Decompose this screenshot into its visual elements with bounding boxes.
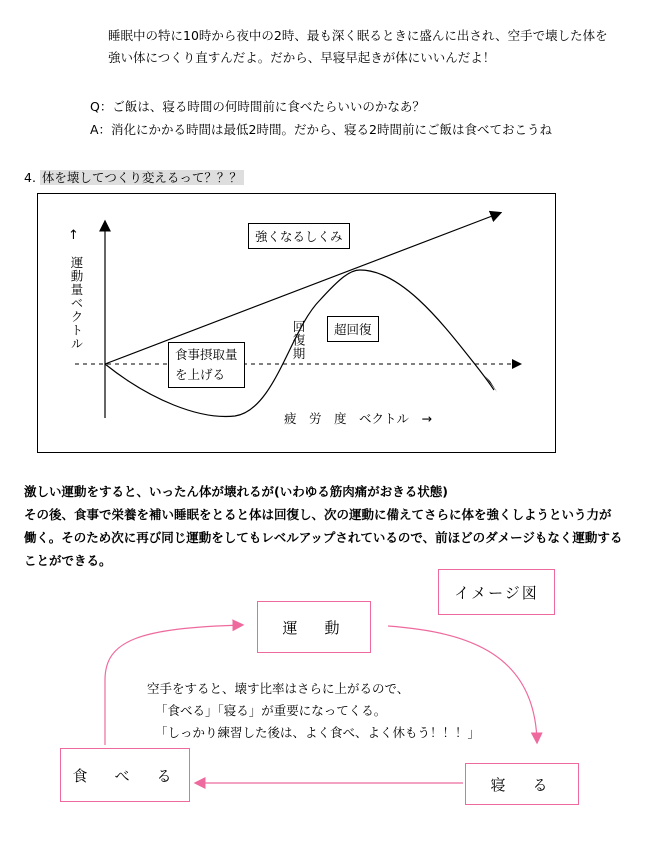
section-number: 4. bbox=[24, 170, 36, 185]
body-line-3: 働く。そのため次に再び同じ運動をしてもレベルアップされているので、前ほどのダメージもなく運動する bbox=[24, 530, 623, 545]
question-text: Q：ご飯は、寝る時間の何時間前に食べたらいいのかなあ？ bbox=[90, 99, 425, 114]
chart-food-box bbox=[168, 342, 245, 388]
cycle-eat-box: 食 べ る bbox=[60, 748, 190, 802]
body-line-2: その後、食事で栄養を補い睡眠をとると体は回復し、次の運動に備えてさらに体を強くしようという力が bbox=[24, 507, 612, 522]
chart-y-arrow: ↑ bbox=[68, 228, 79, 243]
chart-x-label: 疲 労 度 ベクトル → bbox=[284, 411, 432, 426]
chart-recovery-label: 回復期 bbox=[291, 320, 306, 361]
chart-curve-end-marker bbox=[485, 376, 497, 392]
chart-super-recovery-box: 超回復 bbox=[327, 316, 379, 342]
image-figure-label: イメージ図 bbox=[438, 569, 555, 615]
cycle-note-line-3: 「しっかり練習した後は、よく食べ、よく休もう！！！」 bbox=[155, 725, 481, 740]
cycle-sleep-box: 寝 る bbox=[465, 763, 579, 805]
intro-line-2: 強い体につくり直すんだよ。だから、早寝早起きが体にいいんだよ！ bbox=[108, 50, 496, 65]
chart-strong-box: 強くなるしくみ bbox=[248, 223, 350, 249]
intro-line-1: 睡眠中の特に10時から夜中の2時、最も深く眠るときに盛んに出され、空手で壊した体を bbox=[108, 28, 608, 43]
chart-y-label: 運動量ベクトル bbox=[69, 256, 84, 351]
cycle-note-line-2: 「食べる」「寝る」が重要になってくる。 bbox=[155, 703, 387, 718]
cycle-exercise-box: 運 動 bbox=[257, 601, 371, 653]
chart-food-line-1: 食事摂取量 bbox=[175, 347, 238, 362]
cycle-note-line-1: 空手をすると、壊す比率はさらに上がるので、 bbox=[147, 681, 410, 696]
body-line-4: ことができる。 bbox=[24, 553, 112, 568]
section-title: 体を壊してつくり変えるって？？？ bbox=[41, 170, 242, 185]
answer-text: A：消化にかかる時間は最低2時間。だから、寝る2時間前にご飯は食べておこうね bbox=[90, 122, 552, 137]
body-line-1: 激しい運動をすると、いったん体が壊れるが(いわゆる筋肉痛がおきる状態) bbox=[24, 484, 448, 499]
chart-food-line-2: を上げる bbox=[175, 367, 226, 382]
